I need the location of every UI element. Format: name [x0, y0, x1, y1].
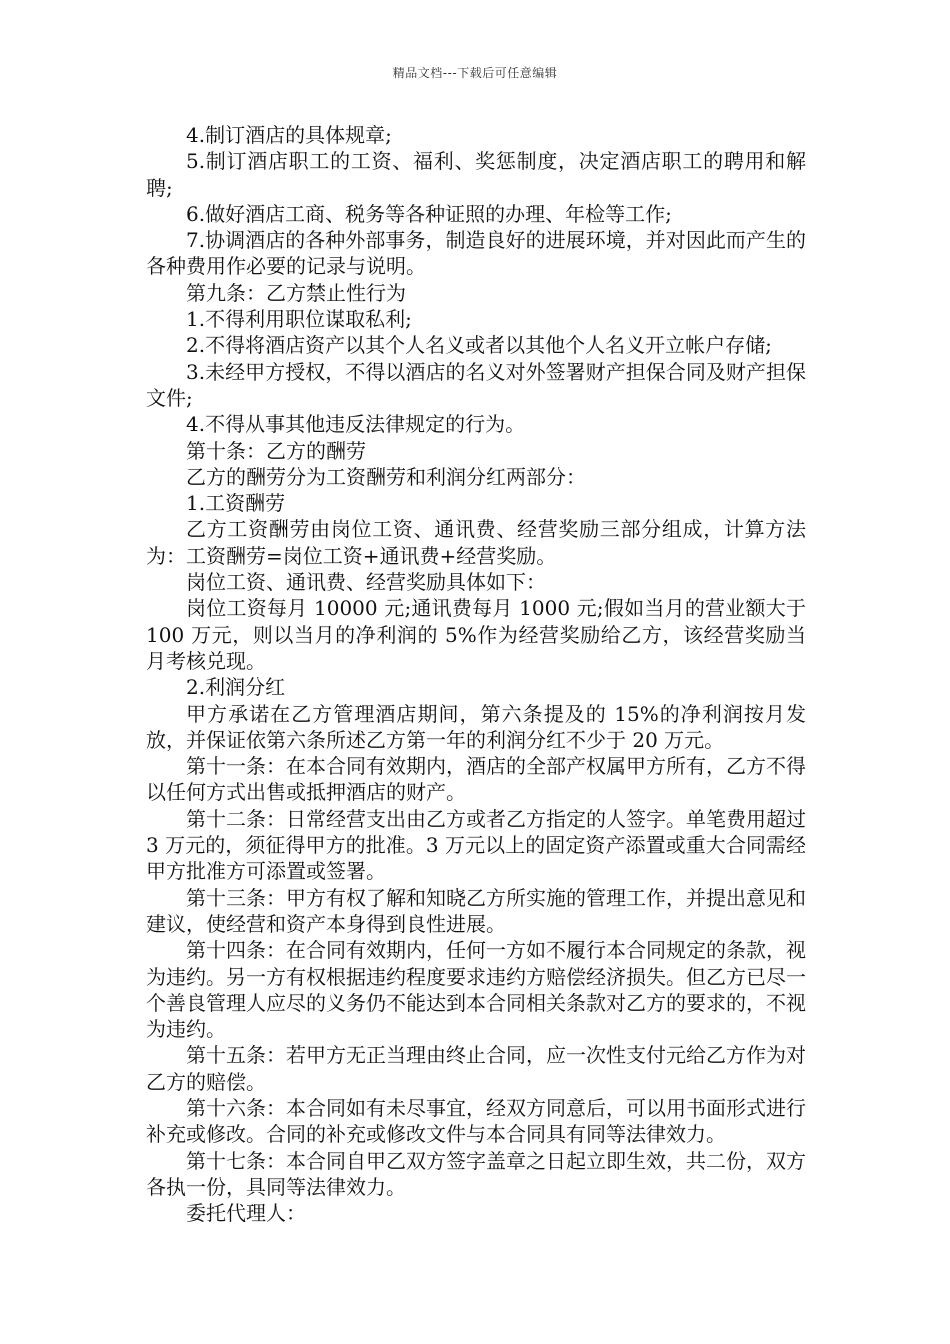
clause-12: 第十二条：日常经营支出由乙方或者乙方指定的人签字。单笔费用超过 3 万元的，须征得甲方的批准。3 万元以上的固定资产添置或重大合同需经甲方批准方可添置或签署。 [146, 806, 813, 884]
clause-11: 第十一条：在本合同有效期内，酒店的全部产权属甲方所有，乙方不得以任何方式出售或抵押酒店的财产。 [146, 754, 806, 805]
clause-8-item-4: 4.制订酒店的具体规章; [186, 123, 392, 147]
clause-8-item-7: 7.协调酒店的各种外部事务，制造良好的进展环境，并对因此而产生的各种费用作必要的记录与说明。 [146, 228, 806, 279]
clause-8-item-5: 5.制订酒店职工的工资、福利、奖惩制度，决定酒店职工的聘用和解聘; [146, 149, 806, 200]
clause-9-heading: 第九条：乙方禁止性行为 [186, 280, 406, 305]
clause-17: 第十七条：本合同自甲乙双方签字盖章之日起立即生效，共二份，双方各执一份，具同等法律效力。 [146, 1148, 806, 1199]
clause-10-salary-detail-intro: 岗位工资、通讯费、经营奖励具体如下： [186, 570, 546, 595]
agent-label: 委托代理人： [186, 1201, 306, 1226]
clause-10-intro: 乙方的酬劳分为工资酬劳和利润分红两部分： [186, 464, 586, 489]
page-header: 精品文档---下载后可任意编辑 [392, 66, 558, 80]
document-body [146, 122, 813, 1226]
clause-10-profit-detail: 甲方承诺在乙方管理酒店期间，第六条提及的 15%的净利润按月发放，并保证依第六条所述乙方第一年的利润分红不少于 20 万元。 [146, 701, 806, 752]
clause-9-item-4: 4.不得从事其他违反法律规定的行为。 [186, 412, 526, 437]
clause-10-salary-detail: 岗位工资每月 10000 元;通讯费每月 1000 元;假如当月的营业额大于 100 万元，则以当月的净利润的 5%作为经营奖励给乙方，该经营奖励当月考核兑现。 [146, 596, 813, 673]
clause-8-item-6: 6.做好酒店工商、税务等各种证照的办理、年检等工作; [186, 201, 672, 226]
clause-13: 第十三条：甲方有权了解和知晓乙方所实施的管理工作，并提出意见和建议，使经营和资产本身得到良性进展。 [146, 885, 806, 936]
clause-10-salary-heading: 1.工资酬劳 [186, 491, 286, 516]
clause-14: 第十四条：在合同有效期内，任何一方如不履行本合同规定的条款，视为违约。另一方有权根据违约程度要求违约方赔偿经济损失。但乙方已尽一个善良管理人应尽的义务仍不能达到本合同相关条款对乙方的要求的，不视为违约。 [146, 938, 806, 1042]
clause-9-item-3: 3.未经甲方授权，不得以酒店的名义对外签署财产担保合同及财产担保文件; [146, 359, 806, 410]
clause-16: 第十六条：本合同如有未尽事宜，经双方同意后，可以用书面形式进行补充或修改。合同的补充或修改文件与本合同具有同等法律效力。 [146, 1095, 806, 1147]
clause-10-heading: 第十条：乙方的酬劳 [186, 438, 366, 463]
clause-9-item-1: 1.不得利用职位谋取私利; [186, 307, 412, 332]
clause-10-salary-formula: 乙方工资酬劳由岗位工资、通讯费、经营奖励三部分组成，计算方法为：工资酬劳=岗位工资+通讯费+经营奖励。 [146, 517, 806, 568]
clause-10-profit-heading: 2.利润分红 [186, 675, 286, 700]
clause-15: 第十五条：若甲方无正当理由终止合同，应一次性支付元给乙方作为对乙方的赔偿。 [146, 1043, 806, 1094]
clause-9-item-2: 2.不得将酒店资产以其个人名义或者以其他个人名义开立帐户存储; [186, 333, 772, 358]
